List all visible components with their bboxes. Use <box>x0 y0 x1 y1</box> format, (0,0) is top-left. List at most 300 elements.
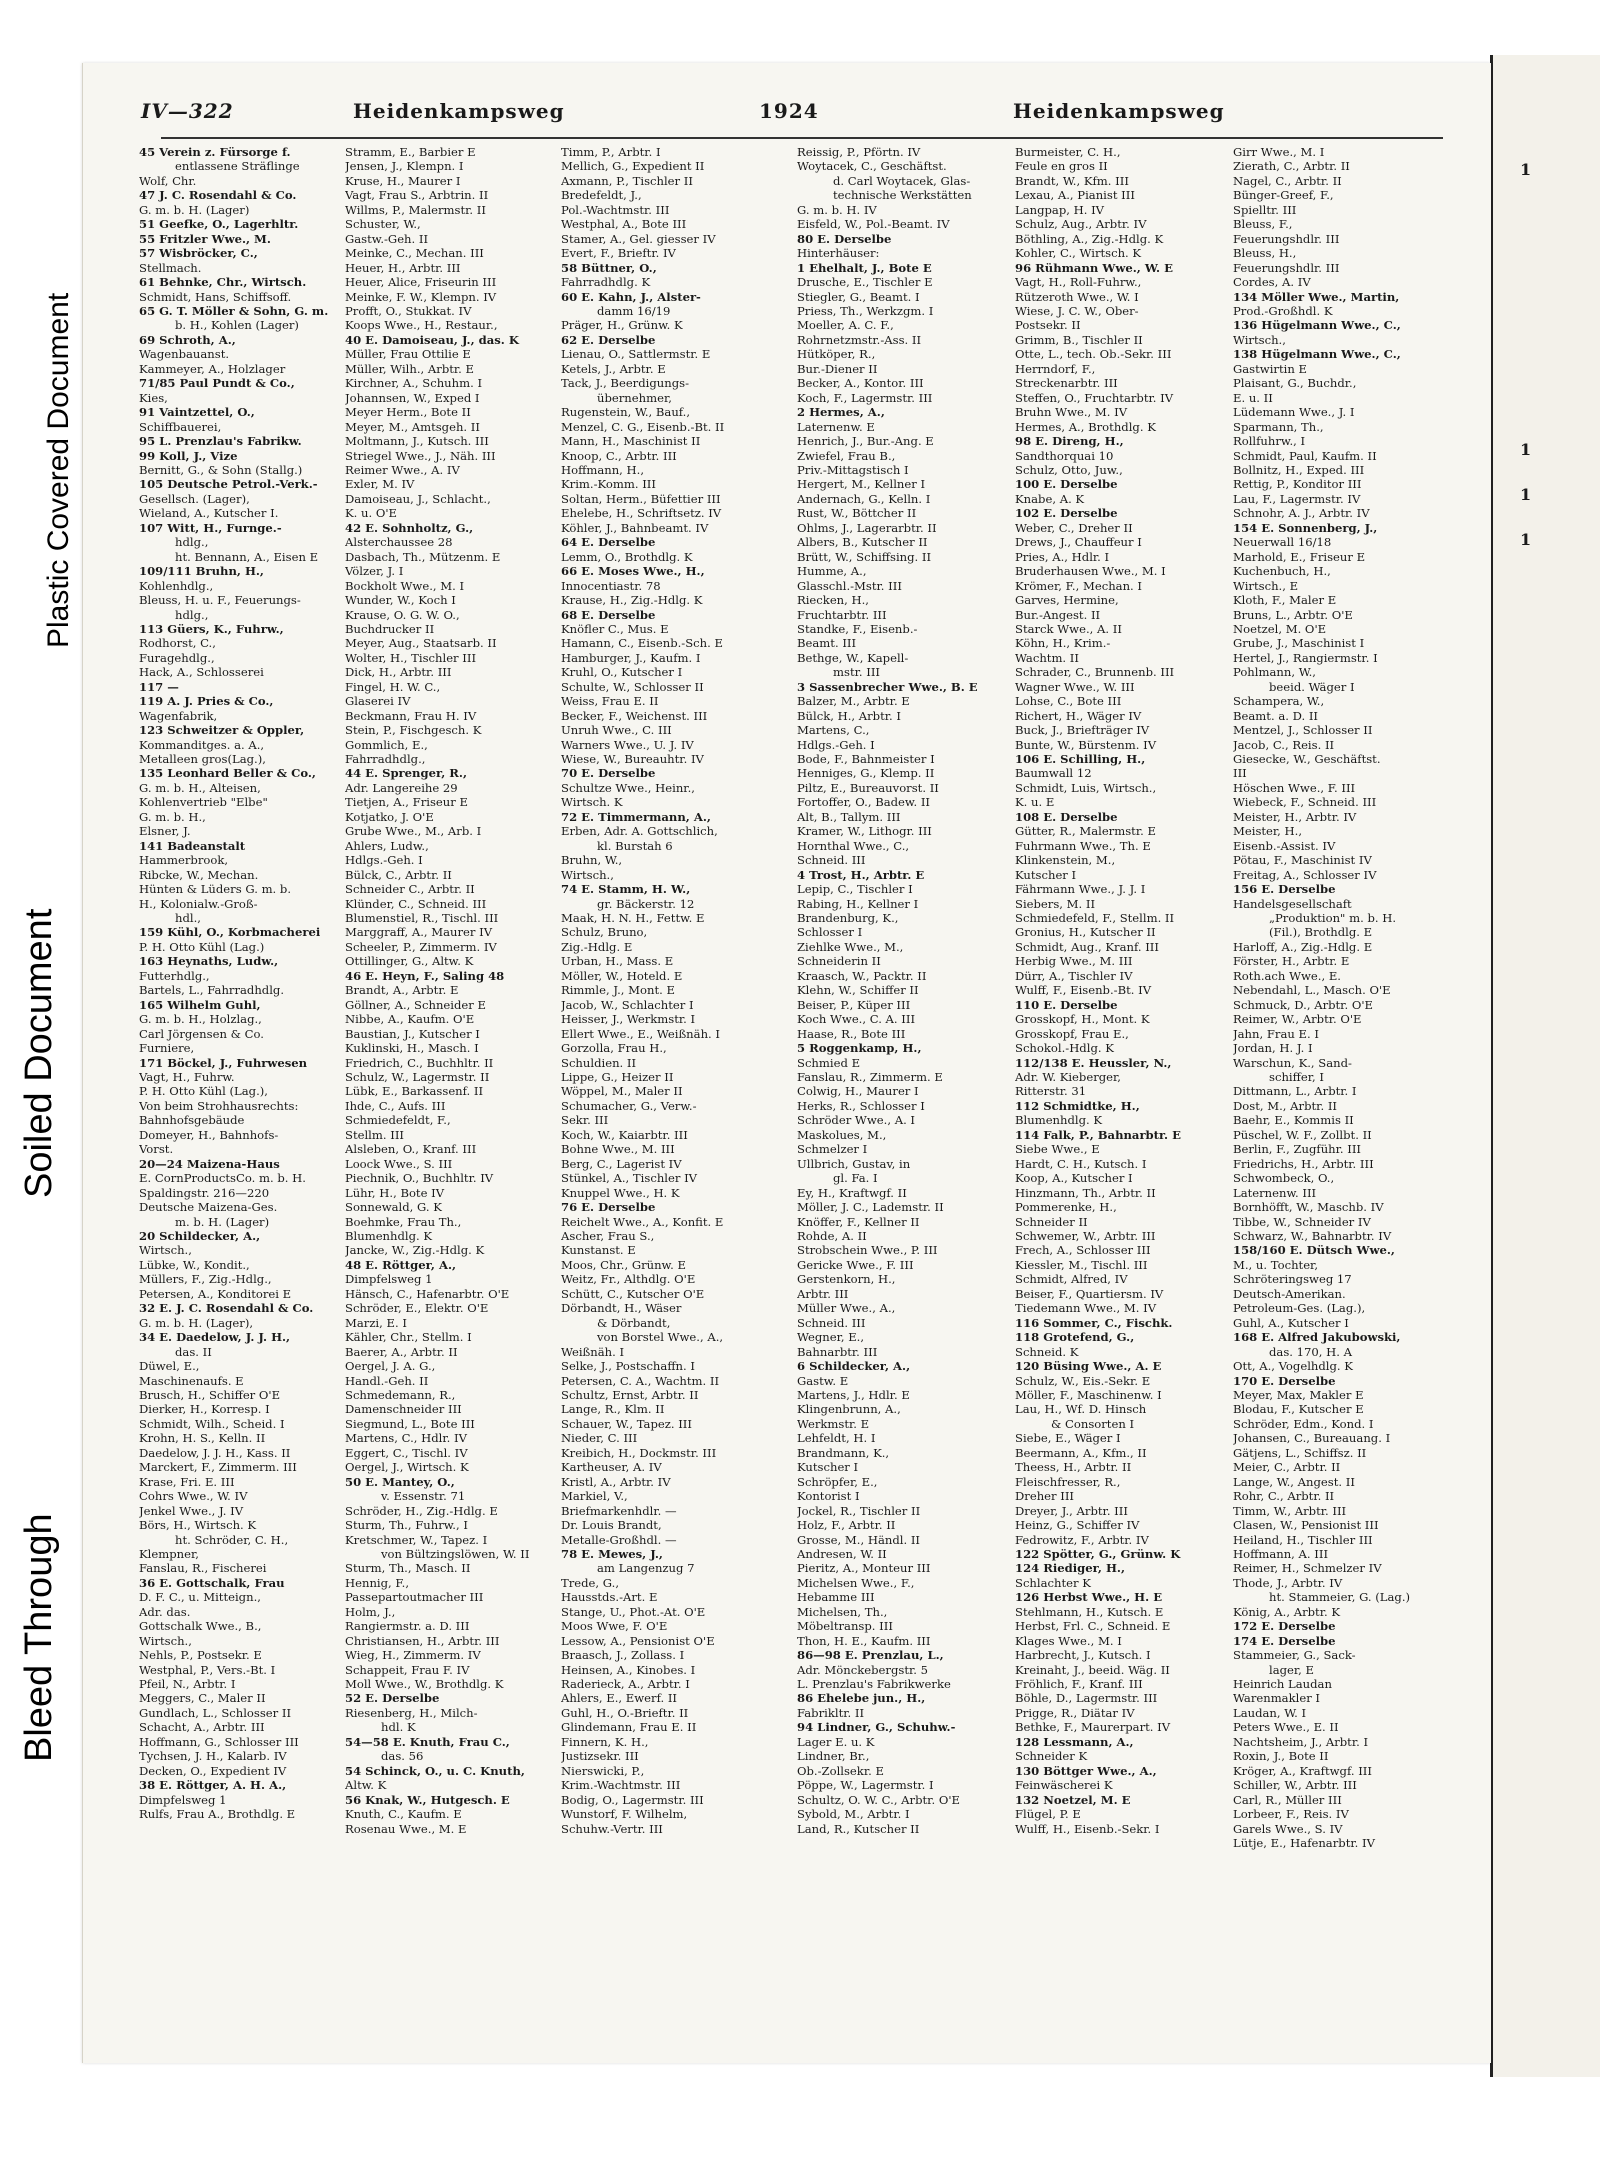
directory-entry-line: Brandt, A., Arbtr. E <box>345 983 459 998</box>
directory-entry-line: Friedrichs, H., Arbtr. III <box>1233 1156 1374 1171</box>
directory-entry-line: Bredefeldt, J., <box>561 188 642 203</box>
directory-entry-line: Scheeler, P., Zimmerm. IV <box>345 939 497 954</box>
directory-entry-line: Fedrowitz, F., Arbtr. IV <box>1015 1532 1149 1547</box>
directory-entry-line: G. m. b. H., Alteisen, <box>139 780 261 795</box>
directory-entry-line: Stellmach. <box>139 260 202 275</box>
directory-entry-line: 57 Wisbröcker, C., <box>139 246 258 261</box>
directory-entry-line: Schiller, W., Arbtr. III <box>1233 1778 1357 1793</box>
directory-entry-line: Gericke Wwe., F. III <box>797 1257 914 1272</box>
directory-entry-line: 98 E. Direng, H., <box>1015 434 1124 449</box>
directory-entry-line: Bruderhausen Wwe., M. I <box>1015 564 1166 579</box>
directory-entry-line: Zierath, C., Arbtr. II <box>1233 159 1350 174</box>
directory-entry-line: Schwemer, W., Arbtr. III <box>1015 1228 1156 1243</box>
directory-entry-line: 126 Herbst Wwe., H. E <box>1015 1590 1163 1605</box>
directory-entry-line: 56 Knak, W., Hutgesch. E <box>345 1792 510 1807</box>
directory-entry-line: E. CornProductsCo. m. b. H. <box>139 1171 306 1186</box>
directory-entry-line: Zig.-Hdlg. E <box>561 939 633 954</box>
directory-entry-line: Markiel, V., <box>561 1489 628 1504</box>
directory-entry-line: das. 56 <box>381 1749 424 1764</box>
directory-column-1 <box>139 145 329 2045</box>
directory-entry-line: Heisser, J., Werkmstr. I <box>561 1012 696 1027</box>
directory-entry-line: Brandmann, K., <box>797 1445 890 1460</box>
directory-entry-line: Damenschneider III <box>345 1402 462 1417</box>
directory-entry-line: Herks, R., Schlosser I <box>797 1098 925 1113</box>
directory-entry-line: Stammeier, G., Sack- <box>1233 1648 1356 1663</box>
edge-mark: 1 <box>1520 485 1532 504</box>
directory-entry-line: Glasschl.-Mstr. III <box>797 578 902 593</box>
directory-entry-line: 114 Falk, P., Bahnarbtr. E <box>1015 1127 1181 1142</box>
edge-mark: 1 <box>1520 160 1532 179</box>
directory-entry-line: Neuerwall 16/18 <box>1233 535 1332 550</box>
directory-entry-line: Köhler, J., Bahnbeamt. IV <box>561 520 709 535</box>
directory-entry-line: Knoop, C., Arbtr. III <box>561 448 677 463</box>
directory-entry-line: Köhn, H., Krim.- <box>1015 636 1111 651</box>
directory-entry-line: 128 Lessmann, A., <box>1015 1734 1134 1749</box>
directory-entry-line: Grosskopf, Frau E., <box>1015 1026 1129 1041</box>
directory-entry-line: Bornhöfft, W., Maschb. IV <box>1233 1200 1384 1215</box>
directory-entry-line: Ascher, Frau S., <box>561 1228 655 1243</box>
directory-entry-line: 124 Riediger, H., <box>1015 1561 1126 1576</box>
directory-entry-line: Wulff, H., Eisenb.-Sekr. I <box>1015 1821 1160 1836</box>
directory-entry-line: m. b. H. (Lager) <box>175 1214 270 1229</box>
directory-entry-line: Grosse, M., Händl. II <box>797 1532 920 1547</box>
directory-entry-line: Futterhdlg., <box>139 968 210 983</box>
directory-entry-line: 158/160 E. Dütsch Wwe., <box>1233 1243 1395 1258</box>
directory-entry-line: 47 J. C. Rosendahl & Co. <box>139 188 297 203</box>
directory-entry-line: Meister, H., <box>1233 824 1303 839</box>
directory-entry-line: Meinke, F. W., Klempn. IV <box>345 289 497 304</box>
directory-entry-line: Laternenw. III <box>1233 1185 1317 1200</box>
directory-entry-line: 138 Hügelmann Wwe., C., <box>1233 347 1401 362</box>
directory-entry-line: Berlin, F., Zugführ. III <box>1233 1142 1362 1157</box>
directory-entry-line: Axmann, P., Tischler II <box>561 173 693 188</box>
directory-entry-line: Urban, H., Mass. E <box>561 954 674 969</box>
directory-entry-line: Heinz, G., Schiffer IV <box>1015 1518 1140 1533</box>
directory-entry-line: Garves, Hermine, <box>1015 593 1119 608</box>
directory-entry-line: Hdlgs.-Geh. I <box>345 853 423 868</box>
directory-entry-line: Müllers, F., Zig.-Hdlg., <box>139 1272 272 1287</box>
directory-entry-line: Schröder, H., Zig.-Hdlg. E <box>345 1503 498 1518</box>
directory-entry-line: Lohse, C., Bote III <box>1015 694 1122 709</box>
directory-entry-line: Nehls, P., Postsekr. E <box>139 1648 262 1663</box>
directory-entry-line: Schokol.-Hdlg. K <box>1015 1041 1114 1056</box>
directory-entry-line: 94 Lindner, G., Schuhw.- <box>797 1720 956 1735</box>
directory-entry-line: Kreibich, H., Dockmstr. III <box>561 1445 717 1460</box>
directory-entry-line: Adr. das. <box>139 1604 191 1619</box>
directory-entry-line: v. Essenstr. 71 <box>381 1489 466 1504</box>
directory-entry-line: Meyer, M., Amtsgeh. II <box>345 419 480 434</box>
directory-entry-line: Lau, F., Lagermstr. IV <box>1233 491 1361 506</box>
directory-entry-line: Herbig Wwe., M. III <box>1015 954 1133 969</box>
directory-entry-line: Börs, H., Wirtsch. K <box>139 1518 257 1533</box>
directory-entry-line: 132 Noetzel, M. E <box>1015 1792 1131 1807</box>
directory-entry-line: P. H. Otto Kühl (Lag.), <box>139 1084 268 1099</box>
directory-entry-line: Schulz, W., Eis.-Sekr. E <box>1015 1373 1151 1388</box>
directory-entry-line: Bahnhofsgebäude <box>139 1113 245 1128</box>
directory-entry-line: 172 E. Derselbe <box>1233 1619 1336 1634</box>
directory-entry-line: Damoiseau, J., Schlacht., <box>345 491 491 506</box>
directory-entry-line: Nierswicki, P., <box>561 1763 645 1778</box>
directory-entry-line: Schacht, A., Arbtr. III <box>139 1720 265 1735</box>
directory-entry-line: Nachtsheim, J., Arbtr. I <box>1233 1734 1369 1749</box>
directory-entry-line: Weitz, Fr., Althdlg. O'E <box>561 1272 696 1287</box>
directory-entry-line: Clasen, W., Pensionist III <box>1233 1518 1379 1533</box>
directory-entry-line: Krohn, H. S., Kelln. II <box>139 1431 266 1446</box>
directory-entry-line: Möller, W., Hoteld. E <box>561 968 683 983</box>
directory-entry-line: Wieg, H., Zimmerm. IV <box>345 1648 481 1663</box>
directory-entry-line: Dimpfelsweg 1 <box>139 1792 227 1807</box>
directory-entry-line: Postsekr. II <box>1015 318 1081 333</box>
directory-entry-line: 112 Schmidtke, H., <box>1015 1098 1140 1113</box>
directory-entry-line: H., Kolonialw.-Groß- <box>139 896 258 911</box>
directory-entry-line: Möller, F., Maschinenw. I <box>1015 1387 1162 1402</box>
directory-entry-line: Buck, J., Briefträger IV <box>1015 723 1150 738</box>
directory-entry-line: Lange, R., Klm. II <box>561 1402 665 1417</box>
directory-entry-line: Wirtsch. K <box>561 795 623 810</box>
directory-entry-line: Feuerungshdlr. III <box>1233 260 1340 275</box>
directory-entry-line: Fruchtarbtr. III <box>797 607 887 622</box>
directory-entry-line: Schmied E <box>797 1055 861 1070</box>
directory-entry-line: Meyer, Aug., Staatsarb. II <box>345 636 497 651</box>
directory-entry-line: Ohlms, J., Lagerarbtr. II <box>797 520 937 535</box>
directory-entry-line: Bethke, F., Maurerpart. IV <box>1015 1720 1171 1735</box>
directory-entry-line: Schrader, C., Brunnenb. III <box>1015 665 1175 680</box>
directory-entry-line: Kretschmer, W., Tapez. I <box>345 1532 488 1547</box>
directory-entry-line: Ullbrich, Gustav, in <box>797 1156 911 1171</box>
directory-entry-line: 32 E. J. C. Rosendahl & Co. <box>139 1301 314 1316</box>
directory-entry-line: Warschun, K., Sand- <box>1233 1055 1352 1070</box>
directory-entry-line: Plaisant, G., Buchdr., <box>1233 376 1357 391</box>
directory-entry-line: Hamann, C., Eisenb.-Sch. E <box>561 636 723 651</box>
directory-entry-line: Koch Wwe., C. A. III <box>797 1012 916 1027</box>
directory-entry-line: Beamt. a. D. II <box>1233 708 1319 723</box>
directory-entry-line: Blumenhdlg. K <box>345 1228 433 1243</box>
directory-entry-line: Riecken, H., <box>797 593 869 608</box>
directory-entry-line: Knuppel Wwe., H. K <box>561 1185 680 1200</box>
directory-entry-line: Evert, F., Brieftr. IV <box>561 246 676 261</box>
directory-entry-line: Strobschein Wwe., P. III <box>797 1243 938 1258</box>
directory-entry-line: 6 Schildecker, A., <box>797 1359 911 1374</box>
directory-entry-line: Tietjen, A., Friseur E <box>345 795 468 810</box>
directory-entry-line: Tiedemann Wwe., M. IV <box>1015 1301 1157 1316</box>
directory-entry-line: 156 E. Derselbe <box>1233 882 1336 897</box>
directory-entry-line: Schappeit, Frau F. IV <box>345 1662 470 1677</box>
directory-entry-line: Schneider C., Arbtr. II <box>345 882 475 897</box>
directory-entry-line: Petersen, C. A., Wachtm. II <box>561 1373 720 1388</box>
directory-entry-line: Timm, W., Arbtr. III <box>1233 1503 1347 1518</box>
directory-entry-line: Förster, H., Arbtr. E <box>1233 954 1350 969</box>
directory-entry-line: Kohlenvertrieb "Elbe" <box>139 795 268 810</box>
directory-entry-line: Dörbandt, H., Wäser <box>561 1301 682 1316</box>
directory-entry-line: Bernitt, G., & Sohn (Stallg.) <box>139 462 303 477</box>
directory-entry-line: Stramm, E., Barbier E <box>345 145 476 159</box>
directory-entry-line: gr. Bäckerstr. 12 <box>597 896 695 911</box>
directory-entry-line: Hausstds.-Art. E <box>561 1590 658 1605</box>
directory-entry-line: Hergert, M., Kellner I <box>797 477 926 492</box>
directory-entry-line: Fahrradhdlg. K <box>561 275 651 290</box>
directory-entry-line: Sturm, Th., Fuhrw., I <box>345 1518 468 1533</box>
directory-entry-line: Hennig, F., <box>345 1575 410 1590</box>
directory-entry-line: Streckenarbtr. III <box>1015 376 1118 391</box>
directory-entry-line: Moeller, A. C. F., <box>797 318 894 333</box>
directory-entry-line: Petersen, A., Konditorei E <box>139 1286 292 1301</box>
directory-entry-line: Bleuss, F., <box>1233 217 1293 232</box>
directory-entry-line: Deutsche Maizena-Ges. <box>139 1200 278 1215</box>
directory-entry-line: Tychsen, J. H., Kalarb. IV <box>139 1749 287 1764</box>
directory-entry-line: übernehmer, <box>597 390 672 405</box>
directory-entry-line: Lexau, A., Pianist III <box>1015 188 1135 203</box>
directory-entry-line: das. II <box>175 1344 212 1359</box>
directory-entry-line: Müller, Frau Ottilie E <box>345 347 471 362</box>
directory-entry-line: Müller, Wilh., Arbtr. E <box>345 361 475 376</box>
directory-entry-line: Prod.-Großhdl. K <box>1233 303 1333 318</box>
directory-entry-line: Noetzel, M. O'E <box>1233 621 1327 636</box>
directory-entry-line: Nibbe, A., Kaufm. O'E <box>345 1012 475 1027</box>
directory-entry-line: damm 16/19 <box>597 303 671 318</box>
directory-entry-line: Brusch, H., Schiffer O'E <box>139 1387 281 1402</box>
directory-entry-line: Lübk, E., Barkassenf. II <box>345 1084 484 1099</box>
directory-entry-line: Ziehlke Wwe., M., <box>797 939 904 954</box>
directory-entry-line: Knabe, A. K <box>1015 491 1085 506</box>
directory-entry-line: Wulff, F., Eisenb.-Bt. IV <box>1015 983 1152 998</box>
directory-entry-line: Cordes, A. IV <box>1233 275 1311 290</box>
directory-entry-line: Wirtsch., <box>139 1633 192 1648</box>
directory-entry-line: Feuerungshdlr. III <box>1233 231 1340 246</box>
directory-entry-line: Beermann, A., Kfm., II <box>1015 1445 1147 1460</box>
directory-entry-line: Sybold, M., Arbtr. I <box>797 1807 910 1822</box>
directory-entry-line: Kröger, A., Kraftwgf. III <box>1233 1763 1372 1778</box>
directory-entry-line: Dick, H., Arbtr. III <box>345 665 452 680</box>
directory-entry-line: III <box>1233 766 1247 781</box>
directory-entry-line: Altw. K <box>345 1778 387 1793</box>
directory-entry-line: Beamt. III <box>797 636 857 651</box>
directory-entry-line: Westphal, A., Bote III <box>561 217 687 232</box>
directory-entry-line: Rohr, C., Arbtr. II <box>1233 1489 1335 1504</box>
directory-entry-line: Tack, J., Beerdigungs- <box>561 376 689 391</box>
directory-entry-line: Otte, L., tech. Ob.-Sekr. III <box>1015 347 1172 362</box>
directory-entry-line: Schauer, W., Tapez. III <box>561 1416 692 1431</box>
directory-entry-line: Kohlenhdlg., <box>139 578 214 593</box>
directory-entry-line: Jenkel Wwe., J. IV <box>139 1503 244 1518</box>
directory-entry-line: Schröder, E., Elektr. O'E <box>345 1301 489 1316</box>
directory-entry-line: Schampera, W., <box>1233 694 1325 709</box>
directory-entry-line: Fleischfresser, R., <box>1015 1474 1121 1489</box>
directory-entry-line: Oergel, J. A. G., <box>345 1359 436 1374</box>
directory-entry-line: Guhl, H., O.-Brieftr. II <box>561 1705 689 1720</box>
directory-entry-line: Heuer, H., Arbtr. III <box>345 260 461 275</box>
directory-entry-line: Wolf, Chr. <box>139 173 197 188</box>
directory-entry-line: Zwiefel, Frau B., <box>797 448 896 463</box>
page-number: IV—322 <box>141 99 234 123</box>
directory-entry-line: Schneid. K <box>1015 1344 1079 1359</box>
directory-entry-line: Lübke, W., Kondit., <box>139 1257 250 1272</box>
directory-entry-line: Vagt, H., Fuhrw. <box>139 1070 235 1084</box>
directory-entry-line: Furagehdlg., <box>139 650 215 665</box>
directory-entry-line: Kunstanst. E <box>561 1243 636 1258</box>
directory-entry-line: Schulz, Otto, Juw., <box>1015 462 1123 477</box>
directory-entry-line: Maschinenaufs. E <box>139 1373 244 1388</box>
directory-entry-line: Land, R., Kutscher II <box>797 1821 920 1836</box>
header-rule <box>161 137 1443 139</box>
directory-entry-line: 135 Leonhard Beller & Co., <box>139 766 316 781</box>
directory-entry-line: Gorzolla, Frau H., <box>561 1041 667 1056</box>
directory-entry-line: Decken, O., Expedient IV <box>139 1763 287 1778</box>
directory-entry-line: 58 Büttner, O., <box>561 260 657 275</box>
directory-entry-line: Hertel, J., Rangiermstr. I <box>1233 650 1378 665</box>
directory-entry-line: Unruh Wwe., C. III <box>561 723 672 738</box>
directory-entry-line: Grimm, B., Tischler II <box>1015 332 1143 347</box>
directory-entry-line: Herbst, Frl. C., Schneid. E <box>1015 1619 1171 1634</box>
directory-entry-line: Gesellsch. (Lager), <box>139 491 250 506</box>
directory-entry-line: Moos, Chr., Grünw. E <box>561 1257 686 1272</box>
directory-entry-line: D. F. C., u. Mitteign., <box>139 1590 261 1605</box>
directory-entry-line: Schultz, O. W. C., Arbtr. O'E <box>797 1792 960 1807</box>
directory-entry-line: 159 Kühl, O., Korbmacherei <box>139 925 321 940</box>
edge-mark: 1 <box>1520 530 1532 549</box>
directory-entry-line: Lehfeldt, H. I <box>797 1431 876 1446</box>
directory-entry-line: Klempner, <box>139 1546 199 1561</box>
directory-entry-line: 52 E. Derselbe <box>345 1691 440 1706</box>
directory-entry-line: Hoffmann, G., Schlosser III <box>139 1734 299 1749</box>
directory-entry-line: 123 Schweitzer & Oppler, <box>139 723 305 738</box>
directory-entry-line: Blumenstiel, R., Tischl. III <box>345 911 499 926</box>
directory-entry-line: Völzer, J. I <box>345 564 404 579</box>
directory-entry-line: Rust, W., Böttcher II <box>797 506 917 521</box>
directory-entry-line: Schulz, W., Lagermstr. II <box>345 1070 490 1084</box>
directory-entry-line: Richert, H., Wäger IV <box>1015 708 1142 723</box>
directory-entry-line: 34 E. Daedelow, J. J. H., <box>139 1330 291 1345</box>
directory-entry-line: Metalleen gros(Lag.), <box>139 752 266 767</box>
directory-entry-line: Stiegler, G., Beamt. I <box>797 289 920 304</box>
directory-entry-line: Siebers, M. II <box>1015 896 1096 911</box>
directory-entry-line: Andernach, G., Kelln. I <box>797 491 931 506</box>
directory-entry-line: Siegmund, L., Bote III <box>345 1416 475 1431</box>
directory-entry-line: Martens, J., Hdlr. E <box>797 1387 910 1402</box>
directory-entry-line: Grube, J., Maschinist I <box>1233 636 1365 651</box>
directory-entry-line: 86 Ehelebe jun., H., <box>797 1691 926 1706</box>
directory-entry-line: Knuth, C., Kaufm. E <box>345 1807 462 1822</box>
directory-entry-line: Alt, B., Tallym. III <box>797 809 901 824</box>
directory-entry-line: hdl. K <box>381 1720 416 1735</box>
directory-entry-line: Meier, C., Arbtr. II <box>1233 1460 1341 1475</box>
directory-entry-line: 154 E. Sonnenberg, J., <box>1233 520 1378 535</box>
street-name-right: Heidenkampsweg <box>1013 99 1225 123</box>
directory-entry-line: Schneid. III <box>797 853 866 868</box>
directory-entry-line: Fährmann Wwe., J. J. I <box>1015 882 1146 897</box>
directory-entry-line: Düwel, E., <box>139 1359 200 1374</box>
directory-entry-line: Johannsen, W., Exped I <box>345 390 480 405</box>
directory-entry-line: Schumacher, G., Verw.- <box>561 1098 697 1113</box>
directory-entry-line: Hack, A., Schlosserei <box>139 665 264 680</box>
directory-entry-line: Boehmke, Frau Th., <box>345 1214 462 1229</box>
directory-entry-line: Vorst. <box>139 1142 174 1157</box>
directory-entry-line: Ottillinger, G., Altw. K <box>345 954 474 969</box>
directory-entry-line: Bockholt Wwe., M. I <box>345 578 465 593</box>
directory-entry-line: Höschen Wwe., F. III <box>1233 780 1356 795</box>
directory-entry-line: G. m. b. H. (Lager), <box>139 1315 254 1330</box>
directory-entry-line: Kartheuser, A. IV <box>561 1460 662 1475</box>
directory-entry-line: 96 Rühmann Wwe., W. E <box>1015 260 1173 275</box>
directory-entry-line: Baerer, A., Arbtr. II <box>345 1344 458 1359</box>
directory-entry-line: 3 Sassenbrecher Wwe., B. E <box>797 679 978 694</box>
directory-entry-line: Bruns, L., Arbtr. O'E <box>1233 607 1353 622</box>
directory-entry-line: Petroleum-Ges. (Lag.), <box>1233 1301 1366 1316</box>
directory-entry-line: Moltmann, J., Kutsch. III <box>345 434 489 449</box>
directory-entry-line: Sparmann, Th., <box>1233 419 1324 434</box>
directory-entry-line: Ey, H., Kraftwgf. II <box>797 1185 907 1200</box>
directory-entry-line: Deutsch-Amerikan. <box>1233 1286 1346 1301</box>
directory-entry-line: Dürr, A., Tischler IV <box>1015 968 1133 983</box>
directory-entry-line: Beiser, P., Küper III <box>797 997 911 1012</box>
directory-entry-line: Bunte, W., Bürstenm. IV <box>1015 737 1157 752</box>
directory-entry-line: Brandenburg, K., <box>797 911 899 926</box>
directory-entry-line: Ketels, J., Arbtr. E <box>561 361 666 376</box>
directory-entry-line: Gastw.-Geh. II <box>345 231 429 246</box>
directory-entry-line: Wiese, J. C. W., Ober- <box>1015 303 1139 318</box>
directory-entry-line: 72 E. Timmermann, A., <box>561 809 711 824</box>
directory-entry-line: 64 E. Derselbe <box>561 535 656 550</box>
directory-entry-line: K. u. E <box>1015 795 1055 810</box>
directory-entry-line: Martens, C., Hdlr. IV <box>345 1431 467 1446</box>
directory-entry-line: von Bültzingslöwen, W. II <box>381 1546 530 1561</box>
directory-entry-line: Kuchenbuch, H., <box>1233 564 1331 579</box>
directory-entry-line: b. H., Kohlen (Lager) <box>175 318 299 333</box>
directory-entry-line: 102 E. Derselbe <box>1015 506 1118 521</box>
directory-entry-line: Humme, A., <box>797 564 867 579</box>
directory-entry-line: Dreyer, J., Arbtr. III <box>1015 1503 1128 1518</box>
directory-entry-line: Vagt, H., Roll-Fuhrw., <box>1015 275 1142 290</box>
directory-entry-line: Gommlich, E., <box>345 737 428 752</box>
directory-entry-line: Schneider K <box>1015 1749 1088 1764</box>
directory-entry-line: Rodhorst, C., <box>139 636 216 651</box>
directory-entry-line: Warenmakler I <box>1233 1691 1320 1706</box>
directory-entry-line: Bülck, C., Arbtr. II <box>345 867 452 882</box>
directory-entry-line: Nebendahl, L., Masch. O'E <box>1233 983 1391 998</box>
directory-entry-line: Brütt, W., Schiffsing. II <box>797 549 932 564</box>
directory-entry-line: Wirtsch., <box>139 1243 192 1258</box>
directory-entry-line: Rulfs, Frau A., Brothdlg. E <box>139 1807 296 1822</box>
directory-entry-line: Krim.-Komm. III <box>561 477 656 492</box>
directory-entry-line: Weißnäh. I <box>561 1344 625 1359</box>
directory-entry-line: Jockel, R., Tischler II <box>797 1503 921 1518</box>
directory-entry-line: Sonnewald, G. K <box>345 1200 442 1215</box>
directory-entry-line: Holm, J., <box>345 1604 396 1619</box>
directory-entry-line: 54—58 E. Knuth, Frau C., <box>345 1734 510 1749</box>
directory-entry-line: Riesenberg, H., Milch- <box>345 1705 478 1720</box>
directory-entry-line: 141 Badeanstalt <box>139 838 246 853</box>
directory-entry-line: Handelsgesellschaft <box>1233 896 1352 911</box>
directory-entry-line: Reimer, W., Arbtr. O'E <box>1233 1012 1362 1027</box>
directory-entry-line: Berg, C., Lagerist IV <box>561 1156 682 1171</box>
directory-entry-line: 51 Geefke, O., Lagerhltr. <box>139 217 299 232</box>
directory-entry-line: Schultz, Ernst, Arbtr. II <box>561 1387 699 1402</box>
directory-entry-line: Giesecke, W., Geschäftst. <box>1233 752 1381 767</box>
directory-entry-line: Klünder, C., Schneid. III <box>345 896 487 911</box>
directory-entry-line: Meyer, Max, Makler E <box>1233 1387 1364 1402</box>
directory-entry-line: Rosenau Wwe., M. E <box>345 1821 467 1836</box>
directory-entry-line: Vagt, Frau S., Arbtrin. II <box>345 188 489 203</box>
directory-entry-line: G. m. b. H., <box>139 809 206 824</box>
directory-entry-line: Kontorist I <box>797 1489 860 1504</box>
directory-entry-line: Fanslau, R., Fischerei <box>139 1561 267 1576</box>
directory-entry-line: 45 Verein z. Fürsorge f. <box>139 145 291 159</box>
directory-entry-line: Fanslau, R., Zimmerm. E <box>797 1070 943 1084</box>
directory-entry-line: Spaldingstr. 216—220 <box>139 1185 270 1200</box>
directory-entry-line: lager, E <box>1269 1662 1315 1677</box>
directory-entry-line: Ehelebe, H., Schriftsetz. IV <box>561 506 722 521</box>
directory-entry-line: Herrndorf, F., <box>1015 361 1096 376</box>
directory-entry-line: Gronius, H., Kutscher II <box>1015 925 1156 940</box>
